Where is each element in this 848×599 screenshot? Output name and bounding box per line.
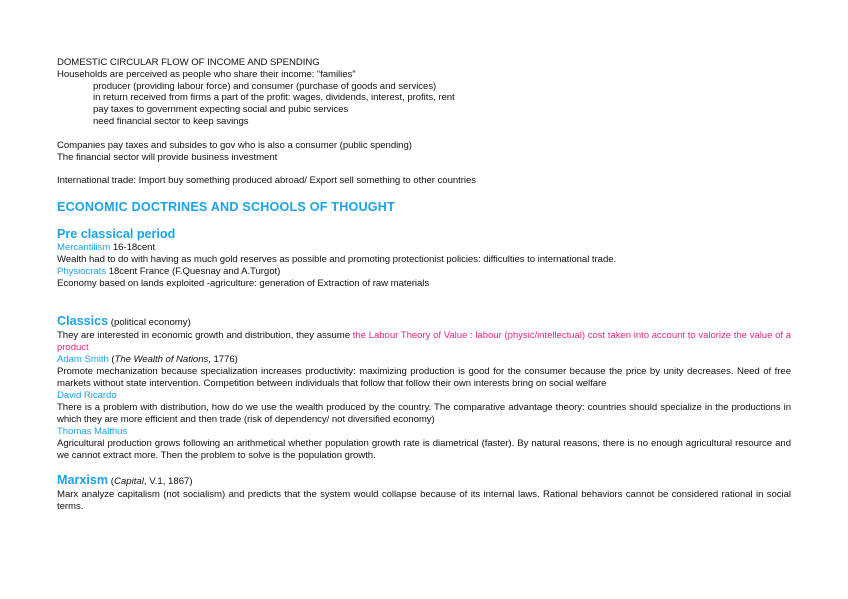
labour-theory-highlight: the Labour Theory of Value : labour (physic/intellectual) cost taken into account to valorize the value of a product bbox=[57, 330, 791, 354]
classics-intro bbox=[57, 330, 791, 354]
marxism-heading-line bbox=[57, 473, 791, 489]
classics-intro-text: They are interested in economic growth and distribution, they assume bbox=[57, 330, 353, 342]
marxism-text: Marx analyze capitalism (not socialism) and predicts that the system would collapse because of its internal laws. Rational behaviors cannot be considered rational in social terms. bbox=[57, 488, 791, 512]
smith-text: Promote mechanization because specialization increases productivity: maximizing production is good for the consumer because the price by unity decreases. Need of free markets without state intervention. Competition between individuals that follow that follow their own interests bring on social welfare bbox=[57, 366, 791, 390]
mercantilism-text: Wealth had to do with having as much gold reserves as possible and promoting protectionist policies: difficulties to international trade. bbox=[57, 253, 617, 265]
circular-flow-title: DOMESTIC CIRCULAR FLOW OF INCOME AND SPENDING bbox=[57, 57, 320, 68]
marxism-book: Capital bbox=[113, 475, 144, 487]
household-role-item: in return received from firms a part of the profit: wages, dividends, interest, profits, rent bbox=[93, 92, 455, 104]
document-page bbox=[57, 57, 791, 513]
household-role-item: producer (providing labour force) and consumer (purchase of goods and services) bbox=[93, 80, 437, 92]
doctrines-heading: ECONOMIC DOCTRINES AND SCHOOLS OF THOUGHT bbox=[57, 200, 395, 215]
physiocrats-text: Economy based on lands exploited -agriculture: generation of Extraction of raw materials bbox=[57, 277, 430, 289]
marxism-heading: Marxism bbox=[57, 472, 109, 487]
classics-heading-line bbox=[57, 314, 791, 330]
physiocrats-line bbox=[57, 266, 791, 278]
malthus-text: Agricultural production grows following an arithmetical whether population growth rate is diametrical (faster). By natural reasons, there is no enough agricultural resource and we cannot extract more. Then the problem to solve is the population growth. bbox=[57, 437, 791, 461]
smith-book: The Wealth of Nations bbox=[114, 354, 209, 366]
smith-line bbox=[57, 354, 791, 366]
smith-name: Adam Smith bbox=[57, 354, 109, 366]
malthus-name: Thomas Malthus bbox=[57, 425, 128, 437]
physiocrats-name: Physiocrats bbox=[57, 265, 107, 277]
marxism-rest: , V.1, 1867) bbox=[143, 475, 193, 487]
classics-heading: Classics bbox=[57, 314, 109, 329]
classics-subtitle: (political economy) bbox=[108, 317, 191, 329]
physiocrats-date: 18cent France (F.Quesnay and A.Turgot) bbox=[106, 265, 281, 277]
ricardo-text: There is a problem with distribution, how do we use the wealth produced by the country. The comparative advantage theory: countries should specialize in the productions in which they are more efficient and then trade (risk of dependency/ not diversified economy) bbox=[57, 401, 791, 425]
households-line: Households are perceived as people who share their income: “families” bbox=[57, 68, 356, 80]
international-trade-line: International trade: Import buy something produced abroad/ Export sell something to other countries bbox=[57, 175, 477, 187]
companies-line: Companies pay taxes and subsides to gov who is also a consumer (public spending) bbox=[57, 139, 412, 151]
smith-open: ( bbox=[108, 354, 115, 366]
smith-year: , 1776) bbox=[208, 354, 238, 366]
financial-sector-line: The financial sector will provide business investment bbox=[57, 151, 278, 163]
household-role-item: need financial sector to keep savings bbox=[93, 115, 249, 127]
mercantilism-line bbox=[57, 242, 791, 254]
mercantilism-name: Mercantilism bbox=[57, 242, 111, 254]
mercantilism-date: 16-18cent bbox=[110, 242, 156, 254]
ricardo-name: David Ricardo bbox=[57, 390, 117, 402]
pre-classical-heading: Pre classical period bbox=[57, 227, 176, 242]
marxism-open: ( bbox=[108, 475, 114, 487]
household-role-item: pay taxes to government expecting social and pubic services bbox=[93, 104, 349, 116]
